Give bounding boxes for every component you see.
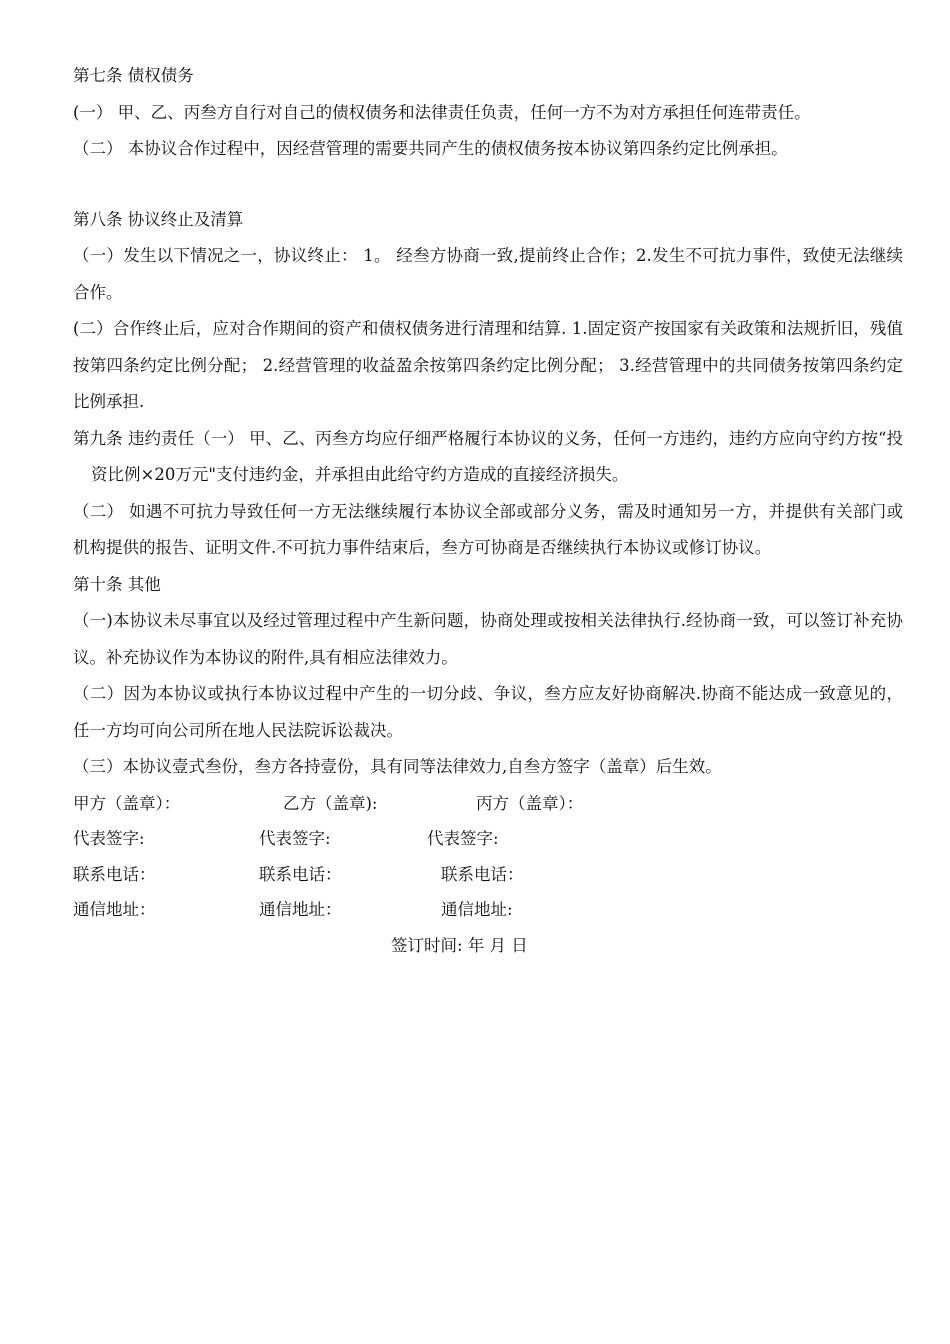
article-10-item-1: （一)本协议未尽事宜以及经过管理过程中产生新问题，协商处理或按相关法律执行.经协商一致，可以签订补充协议。补充协议作为本协议的附件,具有相应法律效力。	[73, 611, 903, 667]
party-c-phone-label: 联系电话：	[441, 864, 524, 884]
signing-date-row	[73, 928, 903, 964]
article-8-title: 第八条 协议终止及清算	[73, 209, 244, 229]
party-b-seal-label: 乙方（盖章):	[283, 793, 378, 813]
article-8-item-2: (二）合作终止后，应对合作期间的资产和债权债务进行清理和结算. 1.固定资产按国家有关政策和法规折旧，残值按第四条约定比例分配； 2.经营管理的收益盈余按第四条约定比例分配； 3.经营管理中的共同债务按第四条约定比例承担.	[73, 319, 903, 411]
signature-address-row	[73, 892, 903, 928]
paragraph-gap	[73, 168, 903, 202]
article-9-item-2: （二） 如遇不可抗力导致任何一方无法继续履行本协议全部或部分义务，需及时通知另一方，并提供有关部门或机构提供的报告、证明文件.不可抗力事件结束后，叁方可协商是否继续执行本协议或修订协议。	[73, 501, 903, 557]
party-a-address-label: 通信地址：	[73, 900, 156, 919]
article-7-item-1: (一） 甲、乙、丙叁方自行对自己的债权债务和法律责任负责，任何一方不为对方承担任何连带责任。	[73, 102, 811, 122]
party-a-representative-label: 代表签字:	[73, 829, 145, 848]
party-c-representative-label: 代表签字:	[427, 829, 499, 848]
party-a-phone-label: 联系电话：	[73, 864, 156, 884]
party-b-phone-label: 联系电话：	[259, 864, 342, 884]
article-10-item-2: （二）因为本协议或执行本协议过程中产生的一切分歧、争议，叁方应友好协商解决.协商不能达成一致意见的，任一方均可向公司所在地人民法院诉讼裁决。	[73, 684, 903, 740]
article-7-title: 第七条 债权债务	[73, 66, 194, 85]
party-c-address-label: 通信地址:	[441, 900, 513, 919]
article-9-item-1: 第九条 违约责任（一） 甲、乙、丙叁方均应仔细严格履行本协议的义务，任何一方违约，违约方应向守约方按“投资比例×20万元"支付违约金，并承担由此给守约方造成的直接经济损失。	[73, 428, 903, 484]
signature-seal-row	[73, 786, 903, 822]
article-8-item-1: （一）发生以下情况之一，协议终止： 1。 经叁方协商一致,提前终止合作；2.发生不可抗力事件，致使无法继续合作。	[73, 246, 903, 302]
party-b-representative-label: 代表签字:	[259, 829, 331, 848]
party-c-seal-label: 丙方（盖章）：	[476, 793, 584, 813]
party-b-address-label: 通信地址：	[259, 900, 342, 919]
signing-date-label: 签订时间: 年 月 日	[391, 935, 528, 955]
signature-phone-row	[73, 857, 903, 893]
article-10-item-3: （三）本协议壹式叁份，叁方各持壹份，具有同等法律效力,自叁方签字（盖章）后生效。	[73, 757, 722, 776]
article-7-item-2: （二） 本协议合作过程中，因经营管理的需要共同产生的债权债务按本协议第四条约定比例承担。	[73, 139, 788, 158]
signature-representative-row	[73, 821, 903, 857]
document-body	[73, 58, 903, 964]
article-10-title: 第十条 其他	[73, 574, 161, 594]
party-a-seal-label: 甲方（盖章）：	[73, 793, 181, 813]
